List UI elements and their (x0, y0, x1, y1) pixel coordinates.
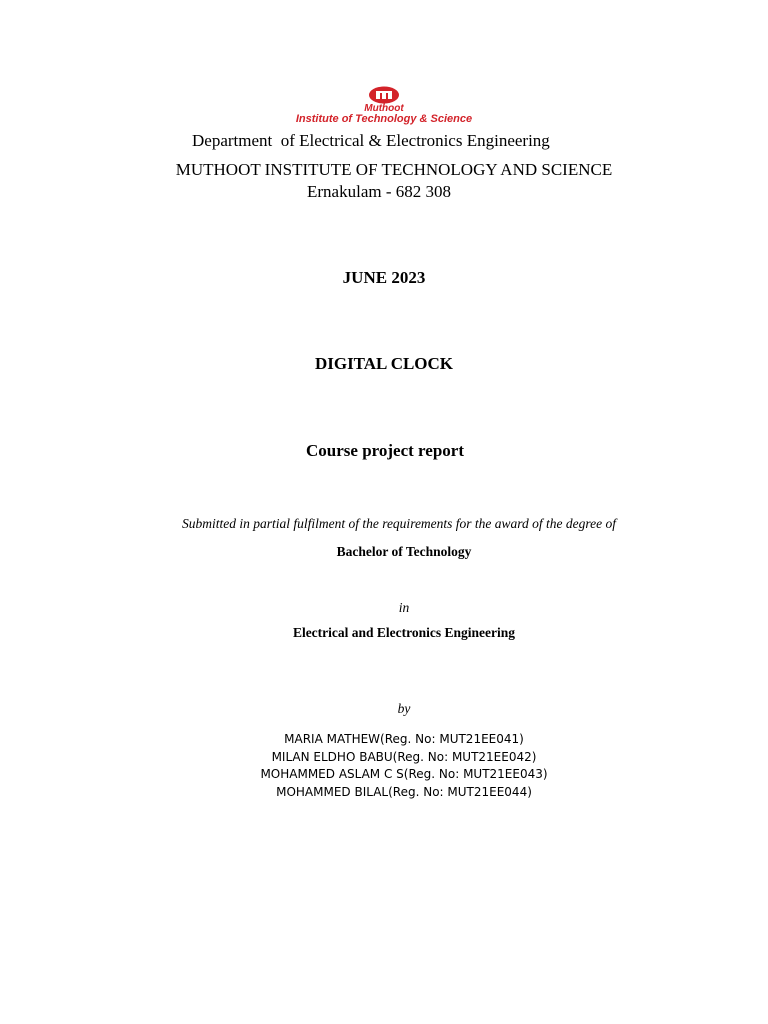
project-title: DIGITAL CLOCK (314, 354, 454, 373)
institution-emblem-icon (368, 86, 400, 104)
submission-statement: Submitted in partial fulfilment of the requirements for the award of the degree of (181, 516, 617, 531)
student-entry: MOHAMMED ASLAM C S(Reg. No: MUT21EE043) (260, 767, 548, 781)
student-list (0, 731, 768, 801)
report-type: Course project report (306, 441, 464, 460)
degree-name: Bachelor of Technology (336, 544, 472, 559)
connector-by: by (397, 701, 411, 716)
branch-name: Electrical and Electronics Engineering (292, 625, 516, 640)
institution-logo (294, 86, 474, 128)
connector-in: in (398, 600, 410, 615)
institution-name: MUTHOOT INSTITUTE OF TECHNOLOGY AND SCIENCE (175, 160, 613, 179)
report-date: JUNE 2023 (342, 268, 426, 287)
logo-name: Muthoot (364, 103, 404, 114)
department-name: Department of Electrical & Electronics Engineering (192, 131, 550, 150)
student-entry: MILAN ELDHO BABU(Reg. No: MUT21EE042) (271, 749, 537, 764)
institution-location: Ernakulam - 682 308 (307, 182, 451, 201)
student-entry: MOHAMMED BILAL(Reg. No: MUT21EE044) (276, 784, 532, 799)
logo-subtitle: Institute of Technology & Science (295, 113, 473, 125)
student-entry: MARIA MATHEW(Reg. No: MUT21EE041) (284, 732, 524, 746)
